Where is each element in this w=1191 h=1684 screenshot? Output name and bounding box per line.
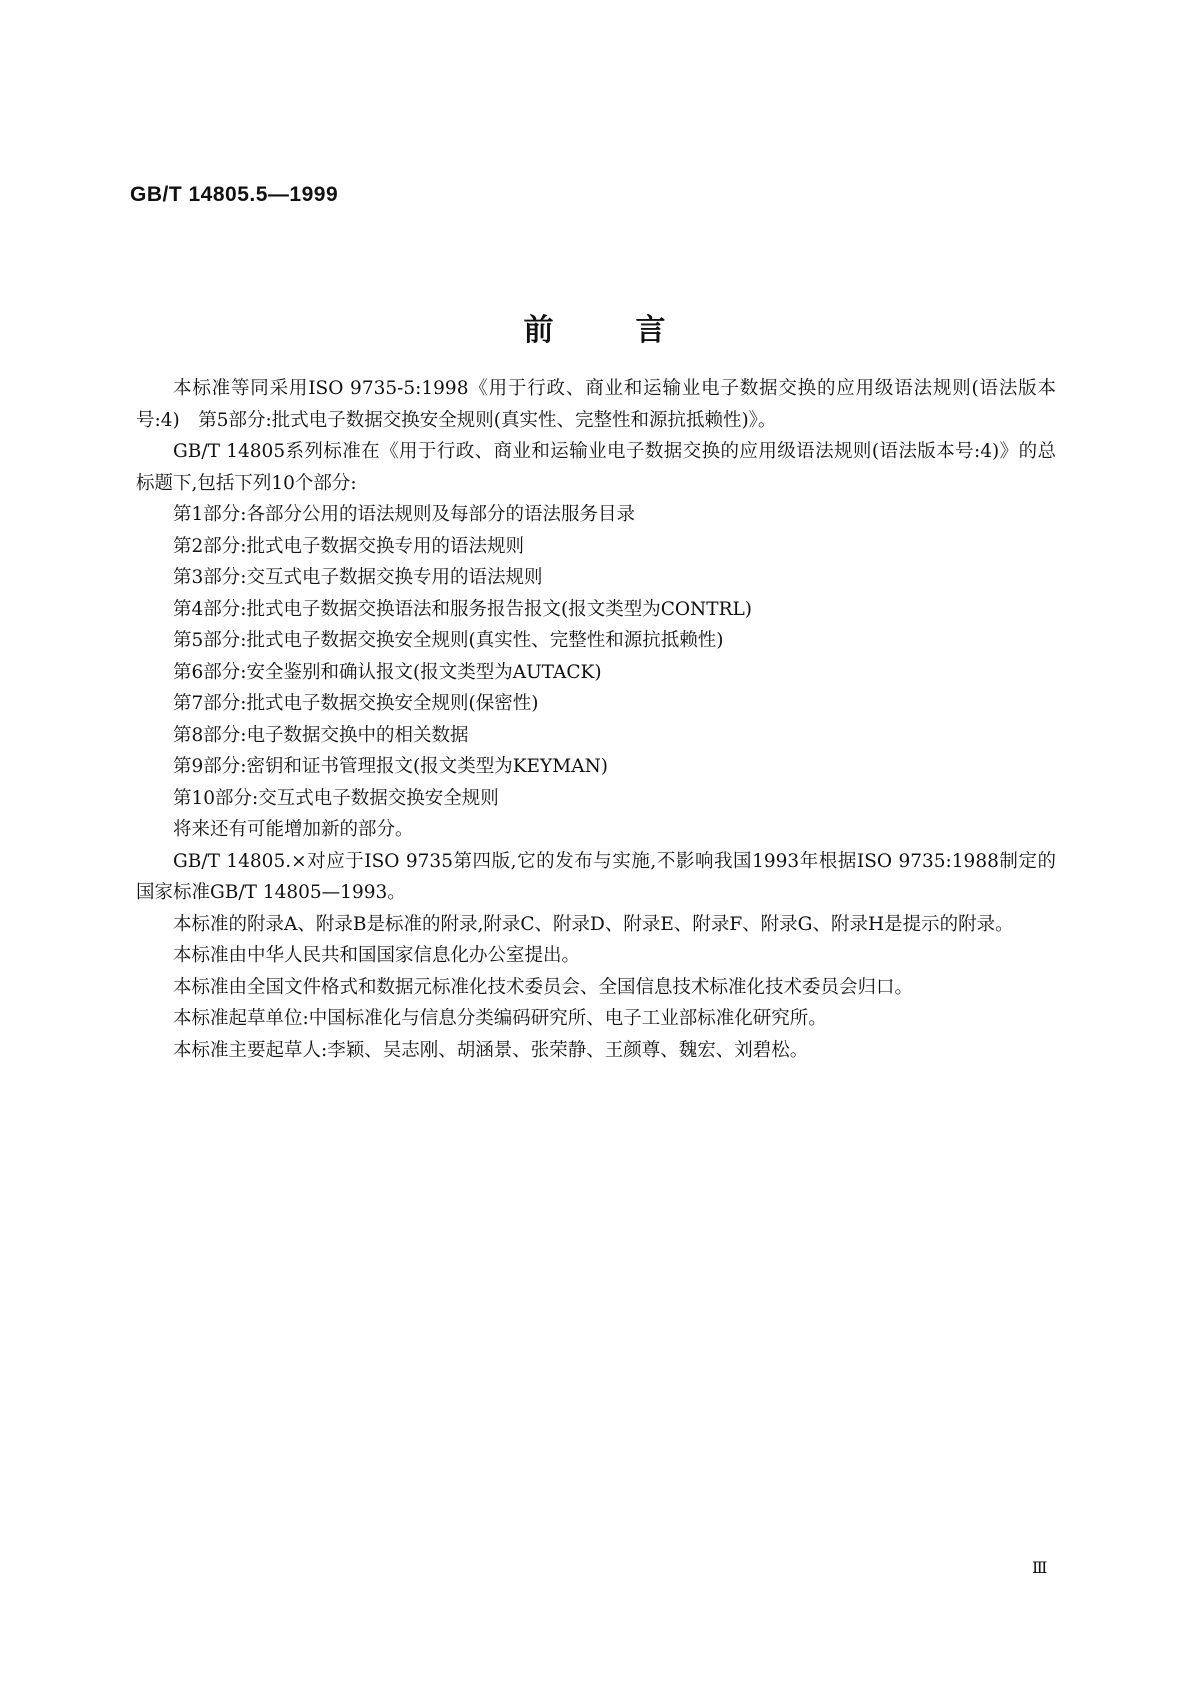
list-item: 第2部分:批式电子数据交换专用的语法规则: [173, 535, 525, 557]
paragraph-drafters: 本标准主要起草人:李颖、吴志刚、胡涵景、张荣静、王颜尊、魏宏、刘碧松。: [173, 1039, 809, 1061]
list-item: 第8部分:电子数据交换中的相关数据: [173, 724, 469, 746]
page-title: [0, 305, 1191, 349]
paragraph-proposer: 本标准由中华人民共和国国家信息化办公室提出。: [173, 945, 581, 966]
title-char-1: 前: [523, 313, 556, 348]
page-number: Ⅲ: [1032, 1558, 1048, 1577]
list-item: 第7部分:批式电子数据交换安全规则(保密性): [173, 693, 539, 714]
paragraph-correspondence: GB/T 14805.×对应于ISO 9735第四版,它的发布与实施,不影响我国1993年根据ISO 9735:1988制定的国家标准GB/T 14805—1993。: [136, 850, 1056, 903]
foreword-body: [136, 373, 1056, 1066]
list-item: 第4部分:批式电子数据交换语法和服务报告报文(报文类型为CONTRL): [173, 598, 753, 620]
paragraph-series: GB/T 14805系列标准在《用于行政、商业和运输业电子数据交换的应用级语法规则(语法版本号:4)》的总标题下,包括下列10个部分:: [136, 441, 1056, 494]
paragraph-adoption: 本标准等同采用ISO 9735-5:1998《用于行政、商业和运输业电子数据交换的应用级语法规则(语法版本号:4) 第5部分:批式电子数据交换安全规则(真实性、完整性和源抗抵赖性)》。: [136, 378, 1056, 431]
list-item: 第9部分:密钥和证书管理报文(报文类型为KEYMAN): [173, 756, 608, 777]
list-item: 第5部分:批式电子数据交换安全规则(真实性、完整性和源抗抵赖性): [173, 630, 724, 651]
paragraph-committee: 本标准由全国文件格式和数据元标准化技术委员会、全国信息技术标准化技术委员会归口。: [173, 976, 914, 998]
title-char-2: 言: [635, 313, 668, 348]
list-item: 第10部分:交互式电子数据交换安全规则: [173, 787, 499, 809]
list-item: 第1部分:各部分公用的语法规则及每部分的语法服务目录: [173, 504, 636, 525]
paragraph-annexes: 本标准的附录A、附录B是标准的附录,附录C、附录D、附录E、附录F、附录G、附录H是提示的附录。: [173, 913, 1014, 935]
standard-code: GB/T 14805.5—1999: [130, 183, 339, 206]
list-item: 第6部分:安全鉴别和确认报文(报文类型为AUTACK): [173, 661, 602, 683]
paragraph-drafting-units: 本标准起草单位:中国标准化与信息分类编码研究所、电子工业部标准化研究所。: [173, 1008, 827, 1029]
list-item: 将来还有可能增加新的部分。: [173, 819, 414, 840]
list-item: 第3部分:交互式电子数据交换专用的语法规则: [173, 567, 543, 588]
